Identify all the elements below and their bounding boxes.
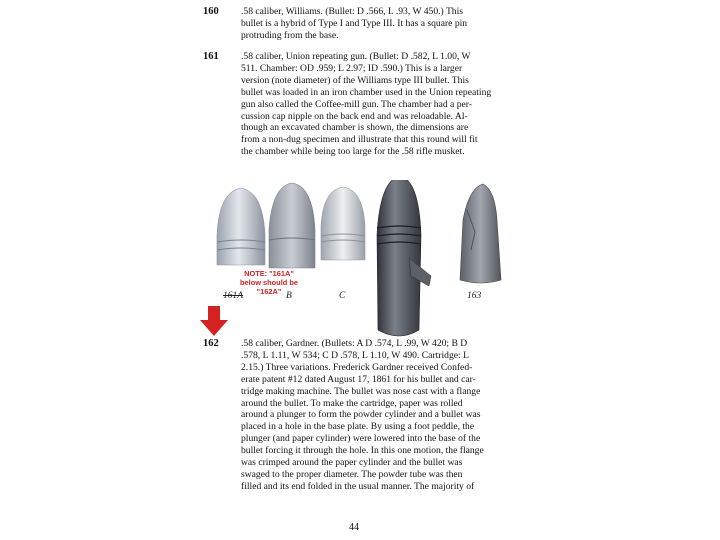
bullet-chamber [377, 180, 431, 336]
note-line: "162A" [256, 287, 282, 297]
note-line: below should be [240, 278, 298, 288]
text-line: around the bullet. To make the cartridge, paper was rolled [241, 397, 463, 409]
text-line: erate patent #12 dated August 17, 1861 for his bullet and car- [241, 373, 476, 385]
bullet-b [269, 183, 315, 268]
entry-text [241, 51, 531, 158]
text-line: .58 caliber, Union repeating gun. (Bullet: D .582, L 1.00, W [241, 51, 471, 62]
bullet-c [321, 187, 365, 260]
text-line: though an excavated chamber is shown, the dimensions are [241, 122, 469, 134]
label-c-text: C [339, 291, 346, 301]
text-line: plunger (and paper cylinder) were lowered into the base of the [241, 433, 481, 445]
down-arrow-icon [200, 306, 228, 341]
entry-text [241, 338, 531, 493]
text-line: .58 caliber, Gardner. (Bullets: A D .574, L .99, W 420; B D [241, 338, 468, 349]
entry-number: 161 [203, 51, 219, 62]
page-number: 44 [349, 522, 359, 533]
bullets-figure [205, 180, 525, 350]
label-163-text: 163 [467, 291, 482, 301]
text-line: from a non-dug specimen and illustrate that this round will fit [241, 134, 478, 146]
text-line: .58 caliber, Williams. (Bullet: D .566, L .93, W 450.) This [241, 6, 463, 17]
text-line: protruding from the base. [241, 29, 339, 41]
entry-number: 160 [203, 6, 219, 17]
figure-label-163 [467, 291, 481, 301]
text-line: gun also called the Coffee-mill gun. The chamber had a per- [241, 98, 472, 110]
entry-number: 162 [203, 338, 219, 349]
text-line: placed in a hole in the base plate. By using a foot peddle, the [241, 421, 475, 433]
text-line: tridge making machine. The bullet was nose cast with a flange [241, 385, 481, 397]
bullet-163 [460, 184, 501, 283]
text-line: 2.15.) Three variations. Frederick Gardner received Confed- [241, 361, 473, 373]
text-line: was crimped around the paper cylinder and the bullet was [241, 457, 463, 469]
bullets-illustration [205, 180, 525, 350]
text-line: filled and its end folded in the usual manner. The majority of [241, 480, 475, 492]
text-line: around a plunger to form the powder cylinder and a bullet was [241, 409, 481, 421]
text-line: the chamber while being too large for the .58 rifle musket. [241, 146, 465, 158]
text-line: swaged to the proper diameter. The powder tube was then [241, 468, 463, 480]
label-a-text: 161A [223, 291, 244, 301]
text-line: bullet is a hybrid of Type I and Type III. It has a square pin [241, 17, 468, 29]
text-line: version (note diameter) of the Williams type III bullet. This [241, 74, 469, 86]
entry-text [241, 6, 531, 42]
text-line: .578, L 1.11, W 534; C D .578, L 1.10, W 490. Cartridge: L [241, 349, 469, 361]
label-b-text: B [286, 291, 292, 301]
text-line: 511. Chamber: OD .959; L 2.97; ID .590.) This is a larger [241, 62, 463, 74]
bullet-a [217, 188, 265, 265]
correction-note [234, 269, 304, 297]
text-line: bullet was loaded in an iron chamber used in the Union repeating [241, 86, 492, 98]
text-line: cussion cap nipple on the back end and was reloadable. Al- [241, 110, 468, 122]
text-line: bullet forcing it through the hole. In this one motion, the flange [241, 445, 484, 457]
figure-label-c [339, 291, 345, 301]
note-line: NOTE: "161A" [244, 269, 294, 278]
